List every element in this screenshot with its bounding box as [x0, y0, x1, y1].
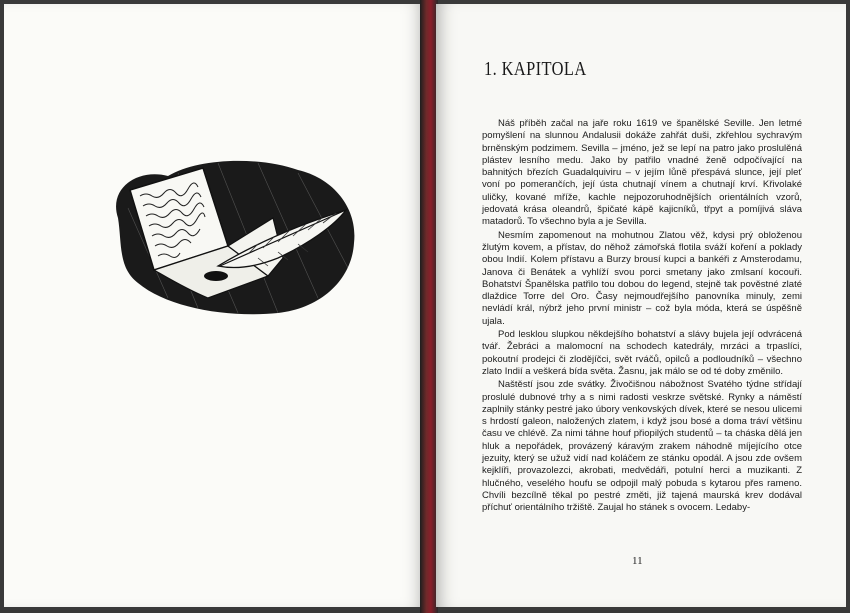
quill-and-letter-icon [108, 148, 360, 318]
paragraph: Pod lesklou slupkou někdejšího bohatství a slávy bujela její odvrácená tvář. Žebráci a malomocní na schodech katedrály, mrzáci a trpaslíci, pokoutní prodejci či zlodějíčci, svět rváčů, opilců a podloudníků – všechno zlato Indií a veškerá bída světa. Žasnu, jak málo se od té doby změnilo. [482, 329, 802, 377]
chapter-body [482, 118, 802, 515]
paragraph: Náš příběh začal na jaře roku 1619 ve španělské Seville. Jen letmé pomyšlení na slunnou Andalusii dokáže zahřát duši, zkřehlou sychravým brněnským podzimem. Sevilla – jméno, jež se lepí na patro jako proslulěná plástev lesního medu. Jako by patřilo vnadné ženě odpočívající na bahnitých březích Guadalquiviru – v jejím lůně přespává slunce, její pleť voní po pomerančích, její ústa chutnají vínem a chutnají krví. Křivolaké uličky, kované mříže, kachle nejpozoruhodnějších orientálních vzorů, jedovatá krása oleandrů, špičaté kápě kajicníků, třpyt a pomíjivá sláva matadorů. To všechno byla a je Sevilla. [482, 118, 802, 228]
paragraph: Naštěstí jsou zde svátky. Živočišnou nábožnost Svatého týdne střídají proslulé dubnové trhy a s nimi radosti veskrze světské. Rynky a náměstí zaplnily stánky pestré jako úbory venkovských dívek, které se nesou ulicemi s hrdostí galeon, naložených zlatem, i když jsou bosé a doma tráví většinu času ve chlévě. Za nimi táhne houf přiopilých studentů – ta cháska dělá jen hluk a nepořádek, provázený káravým zrakem náhodně míjejícího otce jezuity, který se užuž vidí nad koláčem ze stánku opodál. A jsou zde ovšem kejklíři, provazolezci, akrobati, medvědáři, potulní herci a muzikanti. Z hlučného, veselého houfu se odpojil malý pobuda s kytarou přes rameno. Chvíli bezcílně těkal po pestré změti, již tajená maurská krev dodával příchuť orientálního tržiště. Zaujal ho stánek s ovocem. Ledaby- [482, 379, 802, 514]
paragraph: Nesmím zapomenout na mohutnou Zlatou věž, kdysi prý obloženou žlutým kovem, a přístav, do něhož zámořská flotila sváží koření a poklady obou Indií. Kolem přístavu a Burzy brousí kupci a bankéři z Amsterodamu, Janova či Benátek a vyhlíží svou porci smetany jako zmlsaní kocouři. Bohatství Španělska patřilo tou dobou do legend, stejně tak pověstné zlaté dlaždice Torre del Oro. Časy nejmoudřejšího panovníka minuly, zemi nevládí král, nýbrž jeho první ministr – což byla móda, která se úspěšně ujala. [482, 229, 802, 327]
page-number: 11 [632, 555, 643, 567]
chapter-title: 1. KAPITOLA [484, 58, 587, 80]
